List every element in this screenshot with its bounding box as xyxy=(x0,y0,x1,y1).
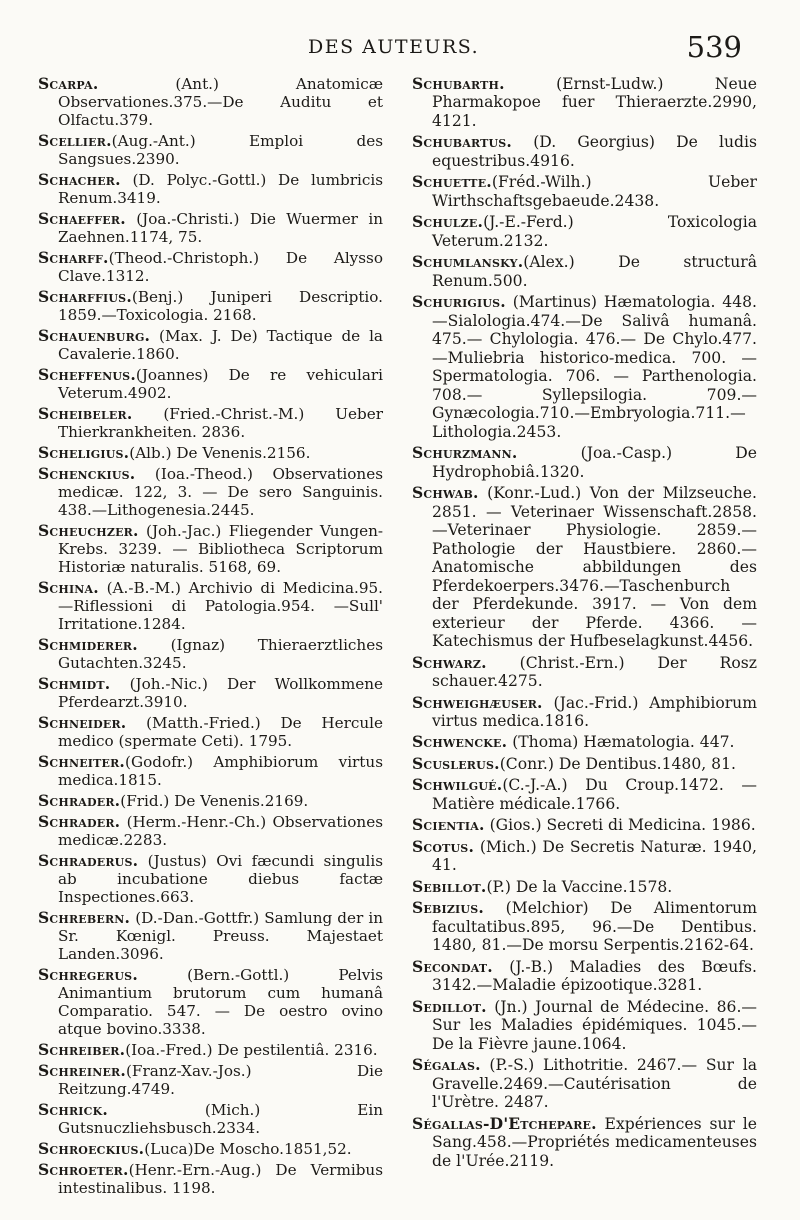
author-name: Schwab. xyxy=(412,483,479,503)
entry-text: (Aug.-Ant.) Emploi des Sangsues.2390. xyxy=(58,132,383,168)
author-name: Schrader. xyxy=(38,812,121,831)
entry-text: (Joa.-Casp.) De Hydrophobiâ.1320. xyxy=(432,444,757,481)
author-name: Schrader. xyxy=(38,791,121,810)
author-name: Schrick. xyxy=(38,1100,108,1119)
index-entry xyxy=(38,792,383,810)
author-name: Scuslerus. xyxy=(412,753,500,773)
author-name: Ségallas-D'Etchepare. xyxy=(412,1113,597,1133)
entry-text: (D. Georgius) De ludis equestribus.4916. xyxy=(432,133,757,170)
author-name: Schaeffer. xyxy=(38,209,126,228)
index-entry xyxy=(412,958,757,995)
author-name: Sebizius. xyxy=(412,898,484,918)
index-entry xyxy=(412,75,757,130)
entry-text: (D.-Dan.-Gottfr.) Samlung der in Sr. Kœnigl. Preuss. Majestaet Landen.3096. xyxy=(58,909,383,963)
entry-text: (D. Polyc.-Gottl.) De lumbricis Renum.3419. xyxy=(58,171,383,207)
index-entry xyxy=(38,1062,383,1098)
index-entry xyxy=(412,654,757,691)
index-entry xyxy=(412,484,757,650)
author-name: Sebillot. xyxy=(412,876,487,896)
index-entry xyxy=(412,253,757,290)
author-name: Schroeckius. xyxy=(38,1139,145,1158)
index-entry xyxy=(38,249,383,285)
index-entry xyxy=(38,813,383,849)
author-name: Schulze. xyxy=(412,212,484,232)
index-entry xyxy=(38,288,383,324)
entry-text: (Mich.) Ein Gutsnuczliehsbusch.2334. xyxy=(58,1101,383,1137)
index-entry xyxy=(412,293,757,441)
entry-text: (Martinus) Hæmatologia. 448.—Sialologia.474.—De Salivâ humanâ. 475.— Chylologia. 476.— De Chylo.477.—Muliebria historico-medica. 700. — Spermatologia. 706. — Parthenologia. 708.— Syllepsilogia. 709.—Gynæcologia.710.—Embryologia.711.—Lithologia.2453. xyxy=(432,293,757,441)
entry-text: (Conr.) De Dentibus.1480, 81. xyxy=(499,754,736,773)
entry-text: (Ernst-Ludw.) Neue Pharmakopoe fuer Thieraerzte.2990, 4121. xyxy=(432,75,757,130)
entry-text: (Joa.-Christi.) Die Wuermer in Zaehnen.1174, 75. xyxy=(58,210,383,246)
entry-text: (Godofr.) Amphibiorum virtus medica.1815. xyxy=(58,753,383,789)
entry-text: (Jac.-Frid.) Amphibiorum virtus medica.1816. xyxy=(432,693,757,730)
entry-text: (Max. J. De) Tactique de la Cavalerie.1860. xyxy=(58,327,383,363)
index-entry xyxy=(412,133,757,170)
index-entry xyxy=(412,733,757,751)
entry-text: (Justus) Ovi fæcundi singulis ab incubatione diebus factæ Inspectiones.663. xyxy=(58,852,383,906)
index-entry xyxy=(412,1115,757,1170)
author-name: Scheuchzer. xyxy=(38,521,139,540)
index-entry xyxy=(38,465,383,519)
author-name: Schenckius. xyxy=(38,464,136,483)
index-entry xyxy=(412,755,757,773)
index-entry xyxy=(412,899,757,954)
author-name: Schroeter. xyxy=(38,1160,129,1179)
index-entry xyxy=(38,522,383,576)
page-header xyxy=(0,30,800,70)
author-name: Schmiderer. xyxy=(38,635,138,654)
author-name: Scheligius. xyxy=(38,443,130,462)
index-entry xyxy=(38,1161,383,1197)
index-entry xyxy=(412,213,757,250)
index-entry xyxy=(38,1101,383,1137)
author-name: Scellier. xyxy=(38,131,112,150)
author-name: Secondat. xyxy=(412,956,493,976)
index-entry xyxy=(38,909,383,963)
index-entry xyxy=(412,838,757,875)
author-name: Schwilgué. xyxy=(412,775,503,795)
author-name: Scheibeler. xyxy=(38,404,133,423)
author-name: Schwarz. xyxy=(412,652,487,672)
index-entry xyxy=(38,675,383,711)
author-name: Schwencke. xyxy=(412,732,508,752)
entry-text: (Mich.) De Secretis Naturæ. 1940, 41. xyxy=(432,837,757,875)
author-name: Schregerus. xyxy=(38,965,138,984)
entry-text: (Melchior) De Alimentorum facultatibus.895, 96.—De Dentibus. 1480, 81.—De morsu Serpentis.2162-64. xyxy=(432,899,757,955)
author-name: Scheffenus. xyxy=(38,365,136,384)
entry-text: (Matth.-Fried.) De Hercule medico (spermate Ceti). 1795. xyxy=(58,714,383,750)
index-entry xyxy=(38,366,383,402)
entry-text: (Fréd.-Wilh.) Ueber Wirthschaftsgebaeude.2438. xyxy=(432,173,757,210)
entry-text: (P.-S.) Lithotritie. 2467.— Sur la Gravelle.2469.—Cautérisation de l'Urètre. 2487. xyxy=(432,1056,757,1112)
index-entry xyxy=(38,852,383,906)
index-entry xyxy=(412,173,757,210)
author-name: Schweighæuser. xyxy=(412,692,543,712)
index-entry xyxy=(38,1041,383,1059)
author-name: Schreiber. xyxy=(38,1040,126,1059)
entry-text: (Gios.) Secreti di Medicina. 1986. xyxy=(484,816,756,835)
entry-text: (Konr.-Lud.) Von der Milzseuche. 2851. — Veterinaer Wissenschaft.2858.—Veterinaer Physiologie. 2859.— Pathologie der Haustbiere. 2860.—Anatomische abbildungen des Pferdekoerpers.3476.—Taschenburch der Pferdekunde. 3917. — Von dem exterieur der Pferde. 4366. — Katechismus der Hufbeselagkunst.4456. xyxy=(432,484,757,651)
entry-text: (Benj.) Juniperi Descriptio. 1859.—Toxicologia. 2168. xyxy=(58,288,383,324)
entry-text: (P.) De la Vaccine.1578. xyxy=(486,877,673,896)
author-name: Schauenburg. xyxy=(38,326,151,345)
author-name: Scharff. xyxy=(38,248,109,267)
entry-text: (Franz-Xav.-Jos.) Die Reitzung.4749. xyxy=(58,1062,383,1098)
entry-text: (Ignaz) Thieraerztliches Gutachten.3245. xyxy=(58,636,383,672)
entry-text: (Alb.) De Venenis.2156. xyxy=(129,444,311,462)
entry-text: (J.-E.-Ferd.) Toxicologia Veterum.2132. xyxy=(432,213,757,250)
index-entry xyxy=(412,776,757,813)
entry-text: (Jn.) Journal de Médecine. 86.— Sur les Maladies épidémiques. 1045.—De la Fièvre jaune.1064. xyxy=(432,997,757,1053)
author-name: Scientia. xyxy=(412,815,485,835)
entry-text: (Herm.-Henr.-Ch.) Observationes medicæ.2283. xyxy=(58,813,383,849)
index-entry xyxy=(38,753,383,789)
entry-text: (Alex.) De structurâ Renum.500. xyxy=(432,253,757,290)
index-entry xyxy=(412,694,757,731)
author-name: Scotus. xyxy=(412,836,475,856)
author-name: Schurigius. xyxy=(412,292,506,312)
entry-text: (Theod.-Christoph.) De Alysso Clave.1312. xyxy=(58,249,383,285)
page-number: 539 xyxy=(686,30,742,64)
entry-text: (Joh.-Nic.) Der Wollkommene Pferdearzt.3910. xyxy=(58,675,383,711)
index-entry xyxy=(38,966,383,1038)
index-entry xyxy=(38,405,383,441)
author-name: Schneider. xyxy=(38,713,127,732)
entry-text: (Bern.-Gottl.) Pelvis Animantium brutorum cum humanâ Comparatio. 547. — De oestro ovino atque bovino.3338. xyxy=(58,966,383,1038)
index-entry xyxy=(412,998,757,1053)
entry-text: (C.-J.-A.) Du Croup.1472. — Matière médicale.1766. xyxy=(432,776,757,813)
right-column xyxy=(412,75,757,1173)
left-column xyxy=(38,75,383,1200)
entry-text: (Joh.-Jac.) Fliegender Vungen-Krebs. 3239. — Bibliotheca Scriptorum Historiæ naturalis. 5168, 69. xyxy=(58,522,383,576)
index-entry xyxy=(412,878,757,896)
entry-text: (Henr.-Ern.-Aug.) De Vermibus intestinalibus. 1198. xyxy=(58,1161,383,1197)
author-name: Schraderus. xyxy=(38,851,139,870)
index-entry xyxy=(38,444,383,462)
entry-text: (Joannes) De re vehiculari Veterum.4902. xyxy=(58,366,383,402)
author-name: Schumlansky. xyxy=(412,252,524,272)
entry-text: Expériences sur le Sang.458.—Propriétés medicamenteuses de l'Urée.2119. xyxy=(432,1114,757,1170)
author-name: Schreiner. xyxy=(38,1061,126,1080)
index-entry xyxy=(38,1140,383,1158)
index-entry xyxy=(38,714,383,750)
index-entry xyxy=(38,579,383,633)
entry-text: (Fried.-Christ.-M.) Ueber Thierkrankheiten. 2836. xyxy=(58,405,383,441)
index-entry xyxy=(38,327,383,363)
running-head: DES AUTEURS. xyxy=(308,36,480,58)
index-entry xyxy=(412,816,757,834)
index-entry xyxy=(38,636,383,672)
author-name: Scarpa. xyxy=(38,74,99,93)
author-name: Schina. xyxy=(38,578,99,597)
author-name: Schmidt. xyxy=(38,674,111,693)
entry-text: (Luca)De Moscho.1851,52. xyxy=(144,1140,352,1158)
index-entry xyxy=(412,1056,757,1111)
author-name: Schrebern. xyxy=(38,908,131,927)
author-name: Schurzmann. xyxy=(412,443,518,463)
entry-text: (J.-B.) Maladies des Bœufs. 3142.—Maladie épizootique.3281. xyxy=(432,957,757,995)
author-name: Schacher. xyxy=(38,170,121,189)
entry-text: (Ioa.-Fred.) De pestilentiâ. 2316. xyxy=(125,1041,378,1059)
author-name: Schuette. xyxy=(412,172,492,192)
index-entry xyxy=(38,171,383,207)
index-entry xyxy=(38,132,383,168)
author-name: Scharffius. xyxy=(38,287,132,306)
index-entry xyxy=(38,75,383,129)
entry-text: (Ant.) Anatomicæ Observationes.375.—De Auditu et Olfactu.379. xyxy=(58,75,383,129)
author-name: Sedillot. xyxy=(412,996,487,1016)
entry-text: (A.-B.-M.) Archivio di Medicina.95.—Riflessioni di Patologia.954. —Sull' Irritatione.1284. xyxy=(58,579,383,633)
index-entry xyxy=(412,444,757,481)
entry-text: (Thoma) Hæmatologia. 447. xyxy=(507,733,735,752)
entry-text: (Frid.) De Venenis.2169. xyxy=(120,792,309,810)
entry-text: (Ioa.-Theod.) Observationes medicæ. 122, 3. — De sero Sanguinis. 438.—Lithogenesia.2445. xyxy=(58,465,383,519)
entry-text: (Christ.-Ern.) Der Rosz schauer.4275. xyxy=(432,653,757,691)
author-name: Schubarth. xyxy=(412,74,505,93)
author-name: Ségalas. xyxy=(412,1055,481,1075)
author-name: Schubartus. xyxy=(412,132,513,152)
author-name: Schneiter. xyxy=(38,752,126,771)
index-entry xyxy=(38,210,383,246)
